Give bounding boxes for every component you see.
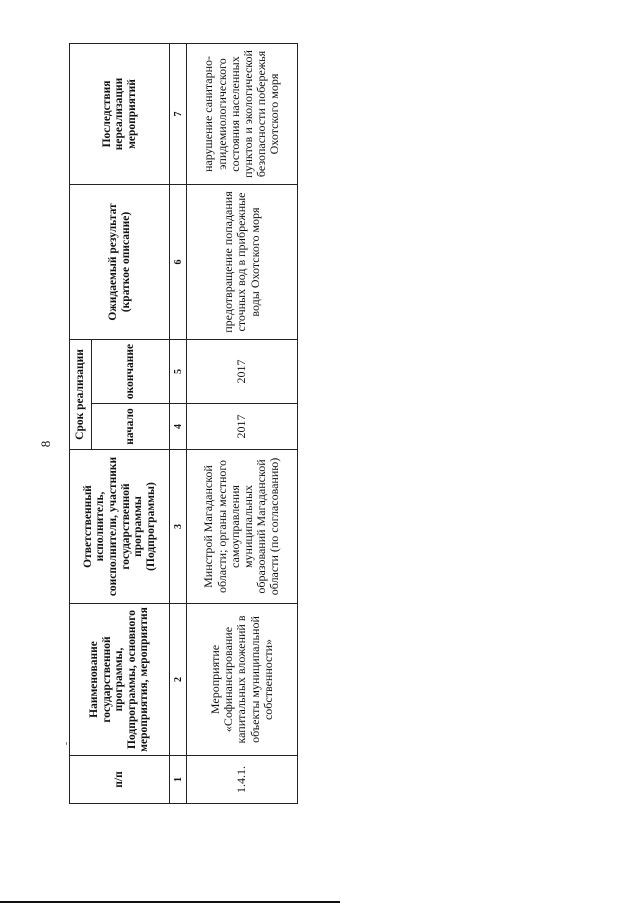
column-number-5: 5 [170,339,187,403]
column-number-3: 3 [170,450,187,604]
header-executor: Ответственный исполнитель, соисполнители, участники государственной программы (Подпрограммы) [70,450,170,604]
row-result: предотвращение попадания сточных вод в прибрежные воды Охотского моря [187,184,298,339]
header-consequence: Последствия нереализации мероприятий [70,43,170,184]
row-consequence: нарушение санитарно-эпидемиологического состояния населенных пунктов и экологической безопасности побережья Охотского моря [187,43,298,184]
row-number: 1.4.1. [187,756,298,804]
header-result: Ожидаемый результат (краткое описание) [70,184,170,339]
header-period: Срок реализации [70,339,92,449]
column-number-2: 2 [170,604,187,756]
header-num: п/п [70,756,170,804]
column-number-6: 6 [170,184,187,339]
header-end: окончание [92,339,170,403]
footer-rule [0,901,340,903]
header-start: начало [92,404,170,450]
column-number-7: 7 [170,43,187,184]
program-table [69,43,298,804]
scan-mark [66,742,67,745]
column-number-1: 1 [170,756,187,804]
row-start-year: 2017 [187,404,298,450]
header-name: Наименование государственной программы, Подпрограммы, основного мероприятия, мероприятия [70,604,170,756]
rotated-table-sheet [69,44,298,804]
row-end-year: 2017 [187,339,298,403]
column-number-4: 4 [170,404,187,450]
row-name: Мероприятие «Софинансирование капитальных вложений в объекты муниципальной собственности» [187,604,298,756]
row-executor: Минстрой Магаданской области; органы местного самоуправления муниципальных образований Магаданской области (по согласованию) [187,450,298,604]
page-number: 8 [38,440,53,448]
